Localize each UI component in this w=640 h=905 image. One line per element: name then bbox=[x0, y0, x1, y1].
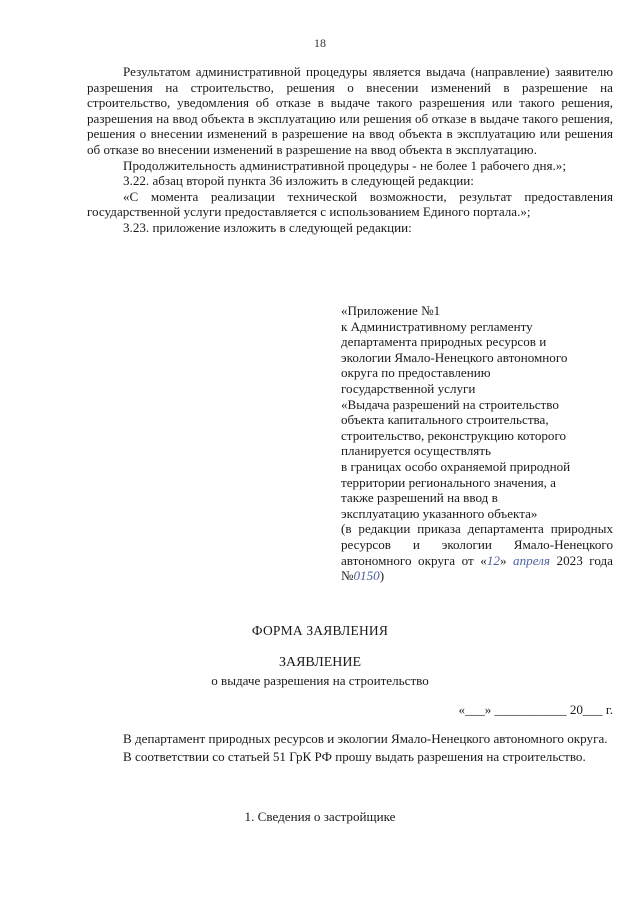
paragraph-addressee: В департамент природных ресурсов и экологии Ямало-Ненецкого автономного округа. bbox=[123, 731, 608, 746]
section-title: 1. Сведения о застройщике bbox=[244, 809, 396, 824]
appendix-line: экологии Ямало-Ненецкого автономного bbox=[341, 349, 568, 365]
paragraph-item-3-23: 3.23. приложение изложить в следующей редакции: bbox=[123, 219, 412, 235]
handwritten-day: 12 bbox=[486, 552, 500, 568]
appendix-line: округа по предоставлению bbox=[341, 365, 491, 381]
appendix-line: также разрешений на ввод в bbox=[341, 490, 498, 506]
paragraph-quote: «С момента реализации технической возможности, результат предоставления государственной услуги предоставляется с использованием Единого портала.»; bbox=[87, 188, 613, 220]
paragraph-item-3-22: 3.22. абзац второй пункта 36 изложить в следующей редакции: bbox=[123, 173, 474, 189]
appendix-line: к Административному регламенту bbox=[341, 318, 533, 334]
appendix-line: эксплуатацию указанного объекта» bbox=[341, 505, 538, 521]
edition-note-text: (в редакции приказа департамента природных ресурсов и экологии Ямало-Ненецкого автономного округа от bbox=[341, 521, 613, 568]
paragraph-result: Результатом административной процедуры является выдача (направление) заявителю разрешения на строительство, решения о внесении изменений в разрешение на строительство, уведомления об отказе в выдаче такого разрешения или такого решения, разрешения на ввод объекта в эксплуатацию или решения об отказе в выдаче такого решения, решения о внесении изменений в разрешение на ввод объекта в эксплуатацию или решения об отказе во внесении изменений в разрешение на ввод объекта в эксплуатацию. bbox=[87, 64, 613, 157]
paragraph-duration: Продолжительность административной процедуры - не более 1 рабочего дня.»; bbox=[123, 157, 566, 173]
date-close-quote: » bbox=[499, 552, 507, 568]
date-open-quote: « bbox=[480, 552, 487, 568]
year-text: 2023 года № bbox=[341, 552, 613, 584]
appendix-line: департамента природных ресурсов и bbox=[341, 334, 547, 350]
date-line: «___» ___________ 20___ г. bbox=[458, 702, 613, 717]
appendix-line: планируется осуществлять bbox=[341, 443, 491, 459]
appendix-line: территории регионального значения, а bbox=[341, 474, 556, 490]
closing-paren: ) bbox=[379, 568, 385, 584]
appendix-line: в границах особо охраняемой природной bbox=[341, 458, 571, 474]
application-title: ЗАЯВЛЕНИЕ bbox=[278, 655, 362, 670]
appendix-header bbox=[341, 303, 613, 584]
page-number: 18 bbox=[314, 36, 326, 50]
handwritten-order-number: 0150 bbox=[353, 568, 380, 584]
main-text bbox=[87, 64, 613, 236]
form-title: ФОРМА ЗАЯВЛЕНИЯ bbox=[251, 623, 389, 638]
appendix-line: государственной услуги bbox=[341, 380, 476, 396]
appendix-line: строительство, реконструкцию которого bbox=[341, 427, 567, 443]
application-body bbox=[87, 731, 613, 764]
appendix-line: «Приложение №1 bbox=[341, 303, 441, 318]
application-subtitle: о выдаче разрешения на строительство bbox=[211, 673, 429, 688]
appendix-line: «Выдача разрешений на строительство bbox=[341, 396, 559, 412]
paragraph-request: В соответствии со статьей 51 ГрК РФ прошу выдать разрешения на строительство. bbox=[123, 748, 586, 764]
appendix-edition-note bbox=[341, 521, 613, 583]
handwritten-month: апреля bbox=[513, 552, 550, 568]
appendix-line: объекта капитального строительства, bbox=[341, 412, 549, 428]
